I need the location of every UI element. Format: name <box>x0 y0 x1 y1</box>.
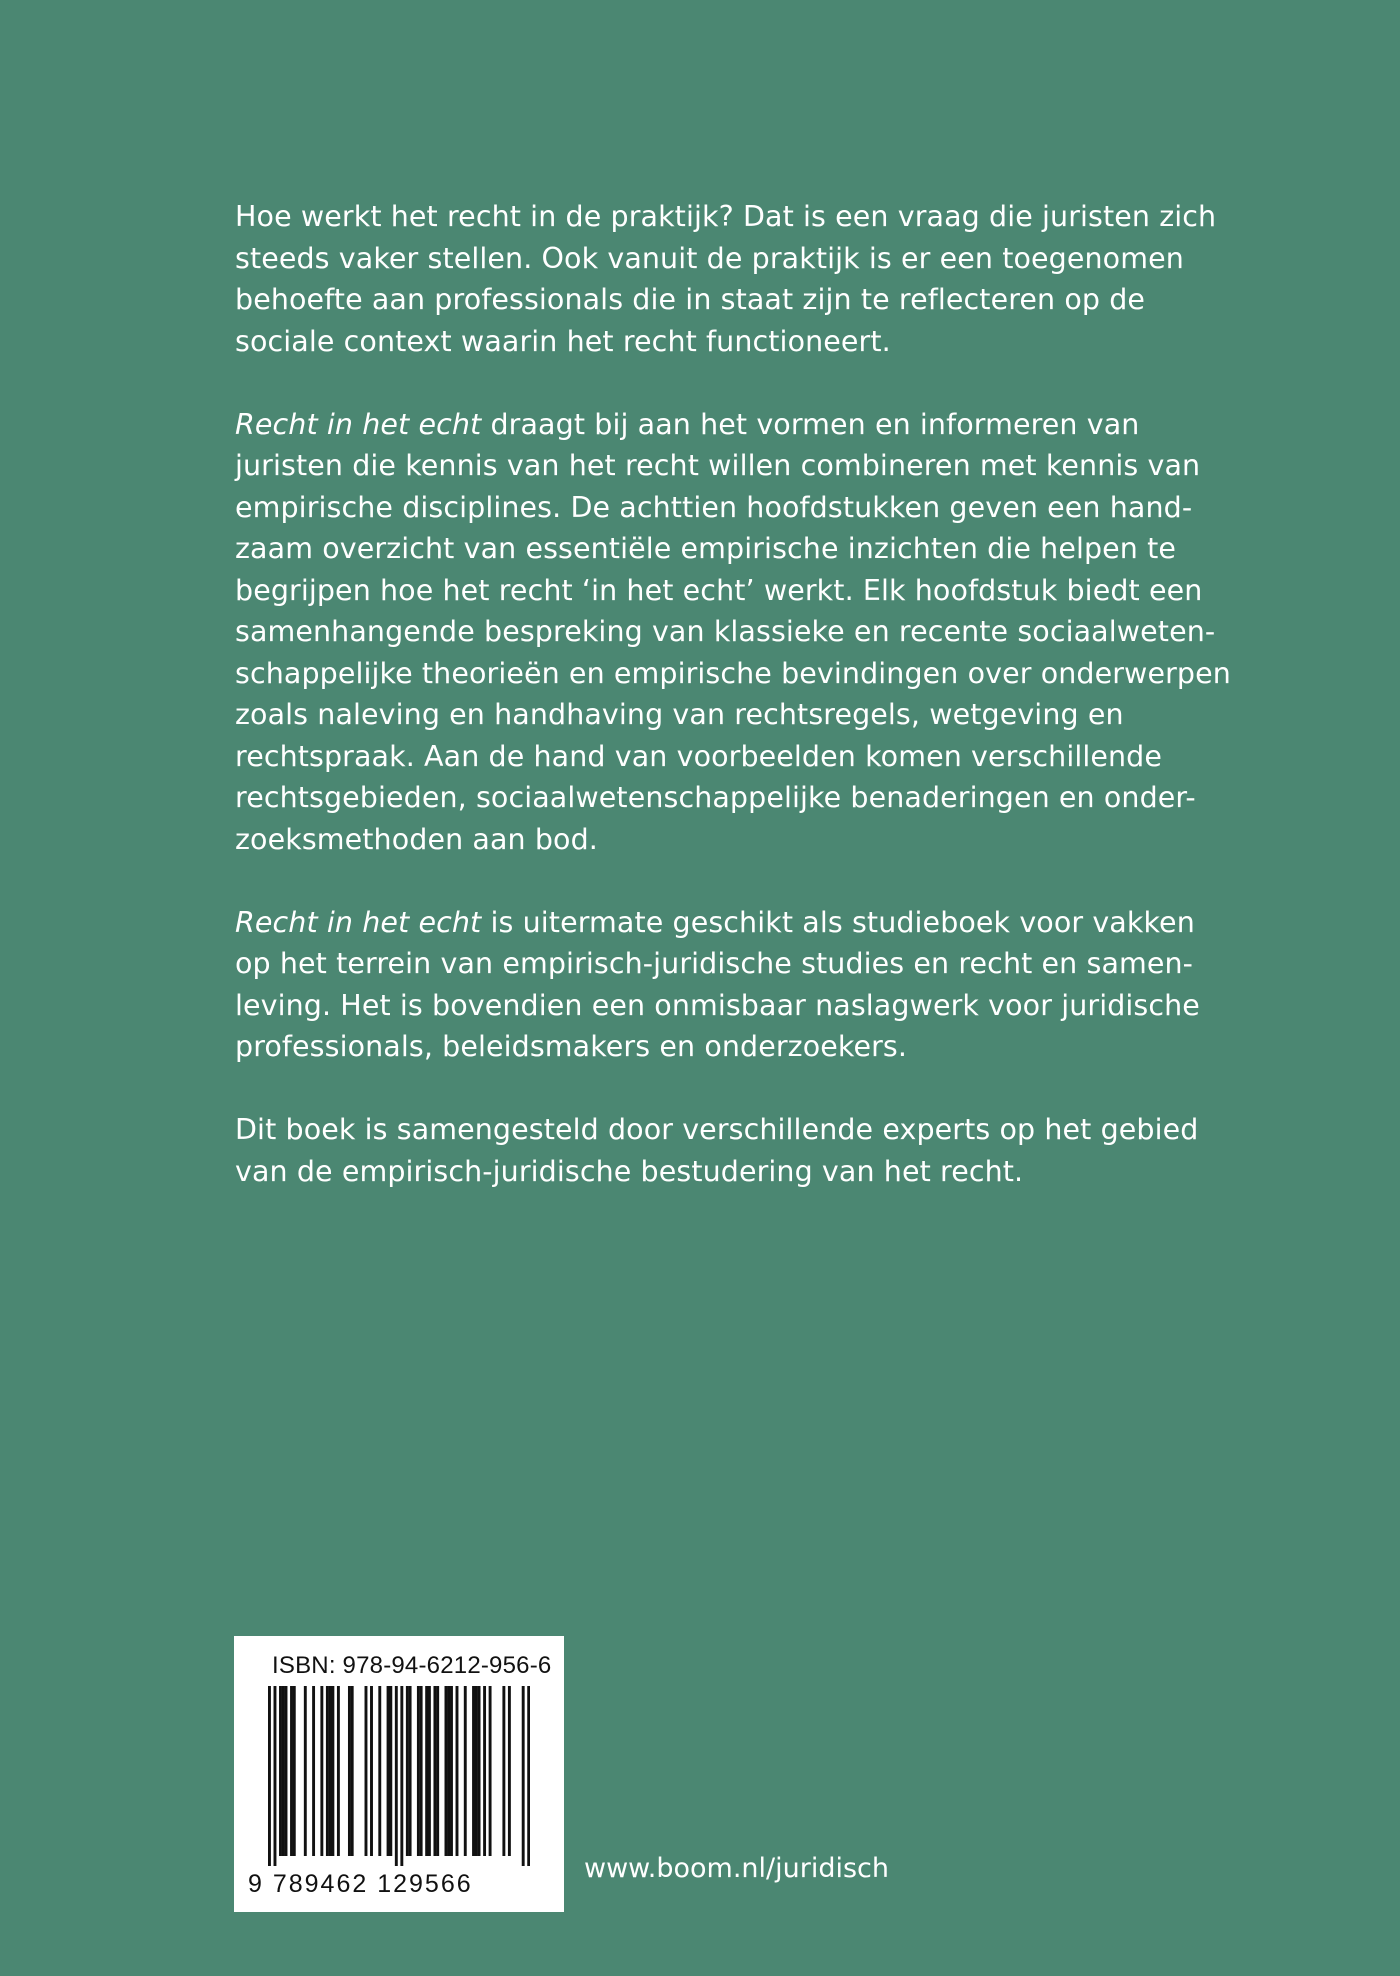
barcode-bar <box>475 1686 478 1856</box>
blurb-paragraph-4 <box>235 1109 1235 1192</box>
barcode-bar <box>456 1686 459 1856</box>
blurb-line: Hoe werkt het recht in de praktijk? Dat is een vraag die juristen zich <box>235 200 1217 233</box>
blurb-line: samenhangende bespreking van klassieke en recente sociaalweten- <box>235 615 1216 648</box>
blurb-line: Dit boek is samengesteld door verschillende experts op het gebied <box>235 1113 1199 1146</box>
blurb-line: professionals, beleidsmakers en onderzoekers. <box>235 1030 908 1063</box>
blurb-line: schappelijke theorieën en empirische bevindingen over onderwerpen <box>235 656 1231 690</box>
book-title-italic: Recht in het echt <box>235 905 482 939</box>
barcode-bar <box>450 1686 453 1856</box>
barcode-bar <box>348 1686 351 1856</box>
barcode-bar <box>436 1686 439 1856</box>
ean-digits: 9 789462 129566 <box>248 1870 473 1898</box>
isbn-label: ISBN: 978-94-6212-956-6 <box>272 1652 552 1679</box>
barcode-bar <box>268 1686 271 1866</box>
barcode-graphic <box>268 1686 530 1866</box>
barcode-bar <box>351 1686 354 1856</box>
isbn-barcode-panel <box>234 1636 564 1912</box>
barcode-bar <box>337 1686 340 1856</box>
blurb-paragraph-2 <box>235 404 1235 861</box>
barcode-bar <box>483 1686 486 1856</box>
barcode-bar <box>293 1686 296 1856</box>
blurb-line: rechtsgebieden, sociaalwetenschappelijke benaderingen en onder- <box>235 781 1196 814</box>
blurb-line: juristen die kennis van het recht willen combineren met kennis van <box>235 449 1201 482</box>
barcode-bar <box>406 1686 409 1856</box>
barcode-bar <box>400 1686 403 1866</box>
barcode-bar <box>433 1686 436 1856</box>
barcode-bar <box>282 1686 285 1856</box>
barcode-bar <box>409 1686 412 1856</box>
barcode-bar <box>428 1686 431 1856</box>
barcode-bar <box>445 1686 448 1856</box>
blurb-line: begrijpen hoe het recht ‘in het echt’ werkt. Elk hoofdstuk biedt een <box>235 573 1203 607</box>
barcode-bar <box>389 1686 392 1856</box>
blurb-line <box>235 404 1235 446</box>
blurb-line: behoefte aan professionals die in staat zijn te reflecteren op de <box>235 283 1146 316</box>
blurb-line: empirische disciplines. De achttien hoofdstukken geven een hand- <box>235 490 1193 524</box>
blurb-line: zoals naleving en handhaving van rechtsregels, wetgeving en <box>235 698 1124 731</box>
barcode-bar <box>447 1686 450 1856</box>
barcode-bar <box>279 1686 282 1856</box>
blurb-line: zoeksmethoden aan bod. <box>235 822 598 856</box>
barcode-bar <box>312 1686 315 1856</box>
barcode-bar <box>472 1686 475 1856</box>
blurb-line: op het terrein van empirisch-juridische studies en recht en samen- <box>235 947 1194 980</box>
barcode-bar <box>331 1686 334 1856</box>
barcode-bar <box>320 1686 323 1856</box>
blurb-line: rechtspraak. Aan de hand van voorbeelden komen verschillende <box>235 739 1163 773</box>
barcode-bar <box>290 1686 293 1856</box>
barcode-bar <box>326 1686 329 1856</box>
book-title-italic: Recht in het echt <box>235 407 482 441</box>
barcode-bar <box>285 1686 288 1856</box>
barcode-bar <box>502 1686 505 1856</box>
blurb-line: van de empirisch-juridische bestudering van het recht. <box>235 1154 1024 1188</box>
barcode-bar <box>522 1686 525 1866</box>
barcode-bar <box>365 1686 368 1856</box>
blurb-line: sociale context waarin het recht functioneert. <box>235 324 891 358</box>
barcode-bar <box>508 1686 511 1856</box>
blurb-line <box>235 902 1235 944</box>
blurb-line-rest: is uitermate geschikt als studieboek voor vakken <box>481 905 1195 939</box>
barcode-bar <box>478 1686 481 1856</box>
back-cover-blurb <box>235 196 1235 1234</box>
blurb-line: zaam overzicht van essentiële empirische inzichten die helpen te <box>235 532 1177 565</box>
blurb-paragraph-1 <box>235 196 1235 362</box>
barcode-bar <box>425 1686 428 1856</box>
barcode-bar <box>387 1686 390 1856</box>
barcode-bar <box>395 1686 398 1866</box>
blurb-line: steeds vaker stellen. Ook vanuit de praktijk is er een toegenomen <box>235 241 1184 275</box>
barcode-bar <box>274 1686 277 1866</box>
blurb-line: leving. Het is bovendien een onmisbaar naslagwerk voor juridische <box>235 988 1200 1022</box>
barcode-bar <box>304 1686 307 1856</box>
barcode-bar <box>378 1686 381 1856</box>
barcode-bar <box>420 1686 423 1856</box>
barcode-bar <box>489 1686 492 1856</box>
blurb-paragraph-3 <box>235 902 1235 1068</box>
blurb-line-rest: draagt bij aan het vormen en informeren van <box>481 407 1140 441</box>
publisher-url[interactable]: www.boom.nl/juridisch <box>584 1853 890 1884</box>
barcode-bar <box>329 1686 332 1856</box>
barcode-bar <box>417 1686 420 1856</box>
barcode-bar <box>464 1686 467 1856</box>
barcode-bar <box>370 1686 373 1856</box>
barcode-bar <box>527 1686 530 1866</box>
